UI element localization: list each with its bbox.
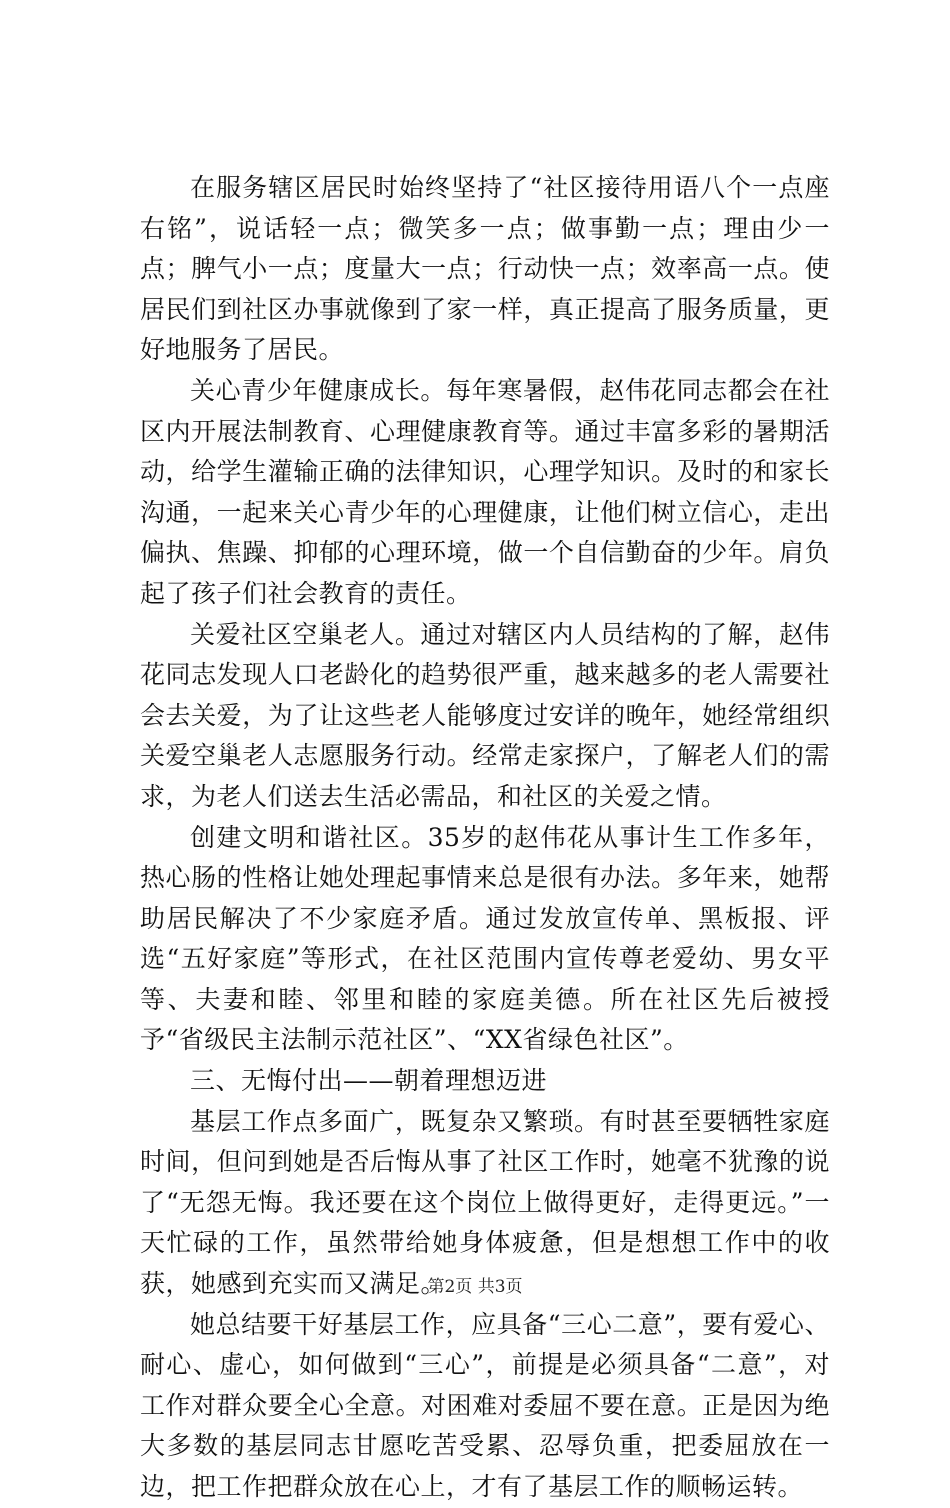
section-heading: 三、无悔付出——朝着理想迈进 xyxy=(190,1066,548,1096)
paragraph-grassroots: 基层工作点多面广，既复杂又繁琐。有时甚至要牺牲家庭时间，但问到她是否后悔从事了社区工作时，她毫不犹豫的说了“无怨无悔。我还要在这个岗位上做得更好，走得更远。”一天忙碌的工作，虽然带给她身体疲惫，但是想想工作中的收获，她感到充实而又满足。 xyxy=(140,1106,830,1299)
page-number-footer: 第2页 共3页 xyxy=(427,1277,523,1297)
paragraph-summary: 她总结要干好基层工作，应具备“三心二意”，要有爱心、耐心、虚心，如何做到“三心”，前提是必须具备“二意”，对工作对群众要全心全意。对困难对委屈不要在意。正是因为绝大多数的基层同志甘愿吃苦受累、忍辱负重，把委屈放在一边，把工作把群众放在心上，才有了基层工作的顺畅运转。 xyxy=(140,1309,830,1501)
paragraph-harmony: 创建文明和谐社区。35岁的赵伟花从事计生工作多年，热心肠的性格让她处理起事情来总是很有办法。多年来，她帮助居民解决了不少家庭矛盾。通过发放宣传单、黑板报、评选“五好家庭”等形式，在社区范围内宣传尊老爱幼、男女平等、夫妻和睦、邻里和睦的家庭美德。所在社区先后被授予“省级民主法制示范社区”、“XX省绿色社区”。 xyxy=(140,822,830,1055)
document-body xyxy=(140,168,830,1508)
paragraph-elderly: 关爱社区空巢老人。通过对辖区内人员结构的了解，赵伟花同志发现人口老龄化的趋势很严重，越来越多的老人需要社会去关爱，为了让这些老人能够度过安详的晚年，她经常组织关爱空巢老人志愿服务行动。经常走家探户，了解老人们的需求，为老人们送去生活必需品，和社区的关爱之情。 xyxy=(140,619,830,811)
paragraph-youth: 关心青少年健康成长。每年寒暑假，赵伟花同志都会在社区内开展法制教育、心理健康教育等。通过丰富多彩的暑期活动，给学生灌输正确的法律知识，心理学知识。及时的和家长沟通，一起来关心青少年的心理健康，让他们树立信心，走出偏执、焦躁、抑郁的心理环境，做一个自信勤奋的少年。肩负起了孩子们社会教育的责任。 xyxy=(140,375,830,608)
paragraph-service: 在服务辖区居民时始终坚持了“社区接待用语八个一点座右铭”，说话轻一点；微笑多一点；做事勤一点；理由少一点；脾气小一点；度量大一点；行动快一点；效率高一点。使居民们到社区办事就像到了家一样，真正提高了服务质量，更好地服务了居民。 xyxy=(140,173,830,365)
